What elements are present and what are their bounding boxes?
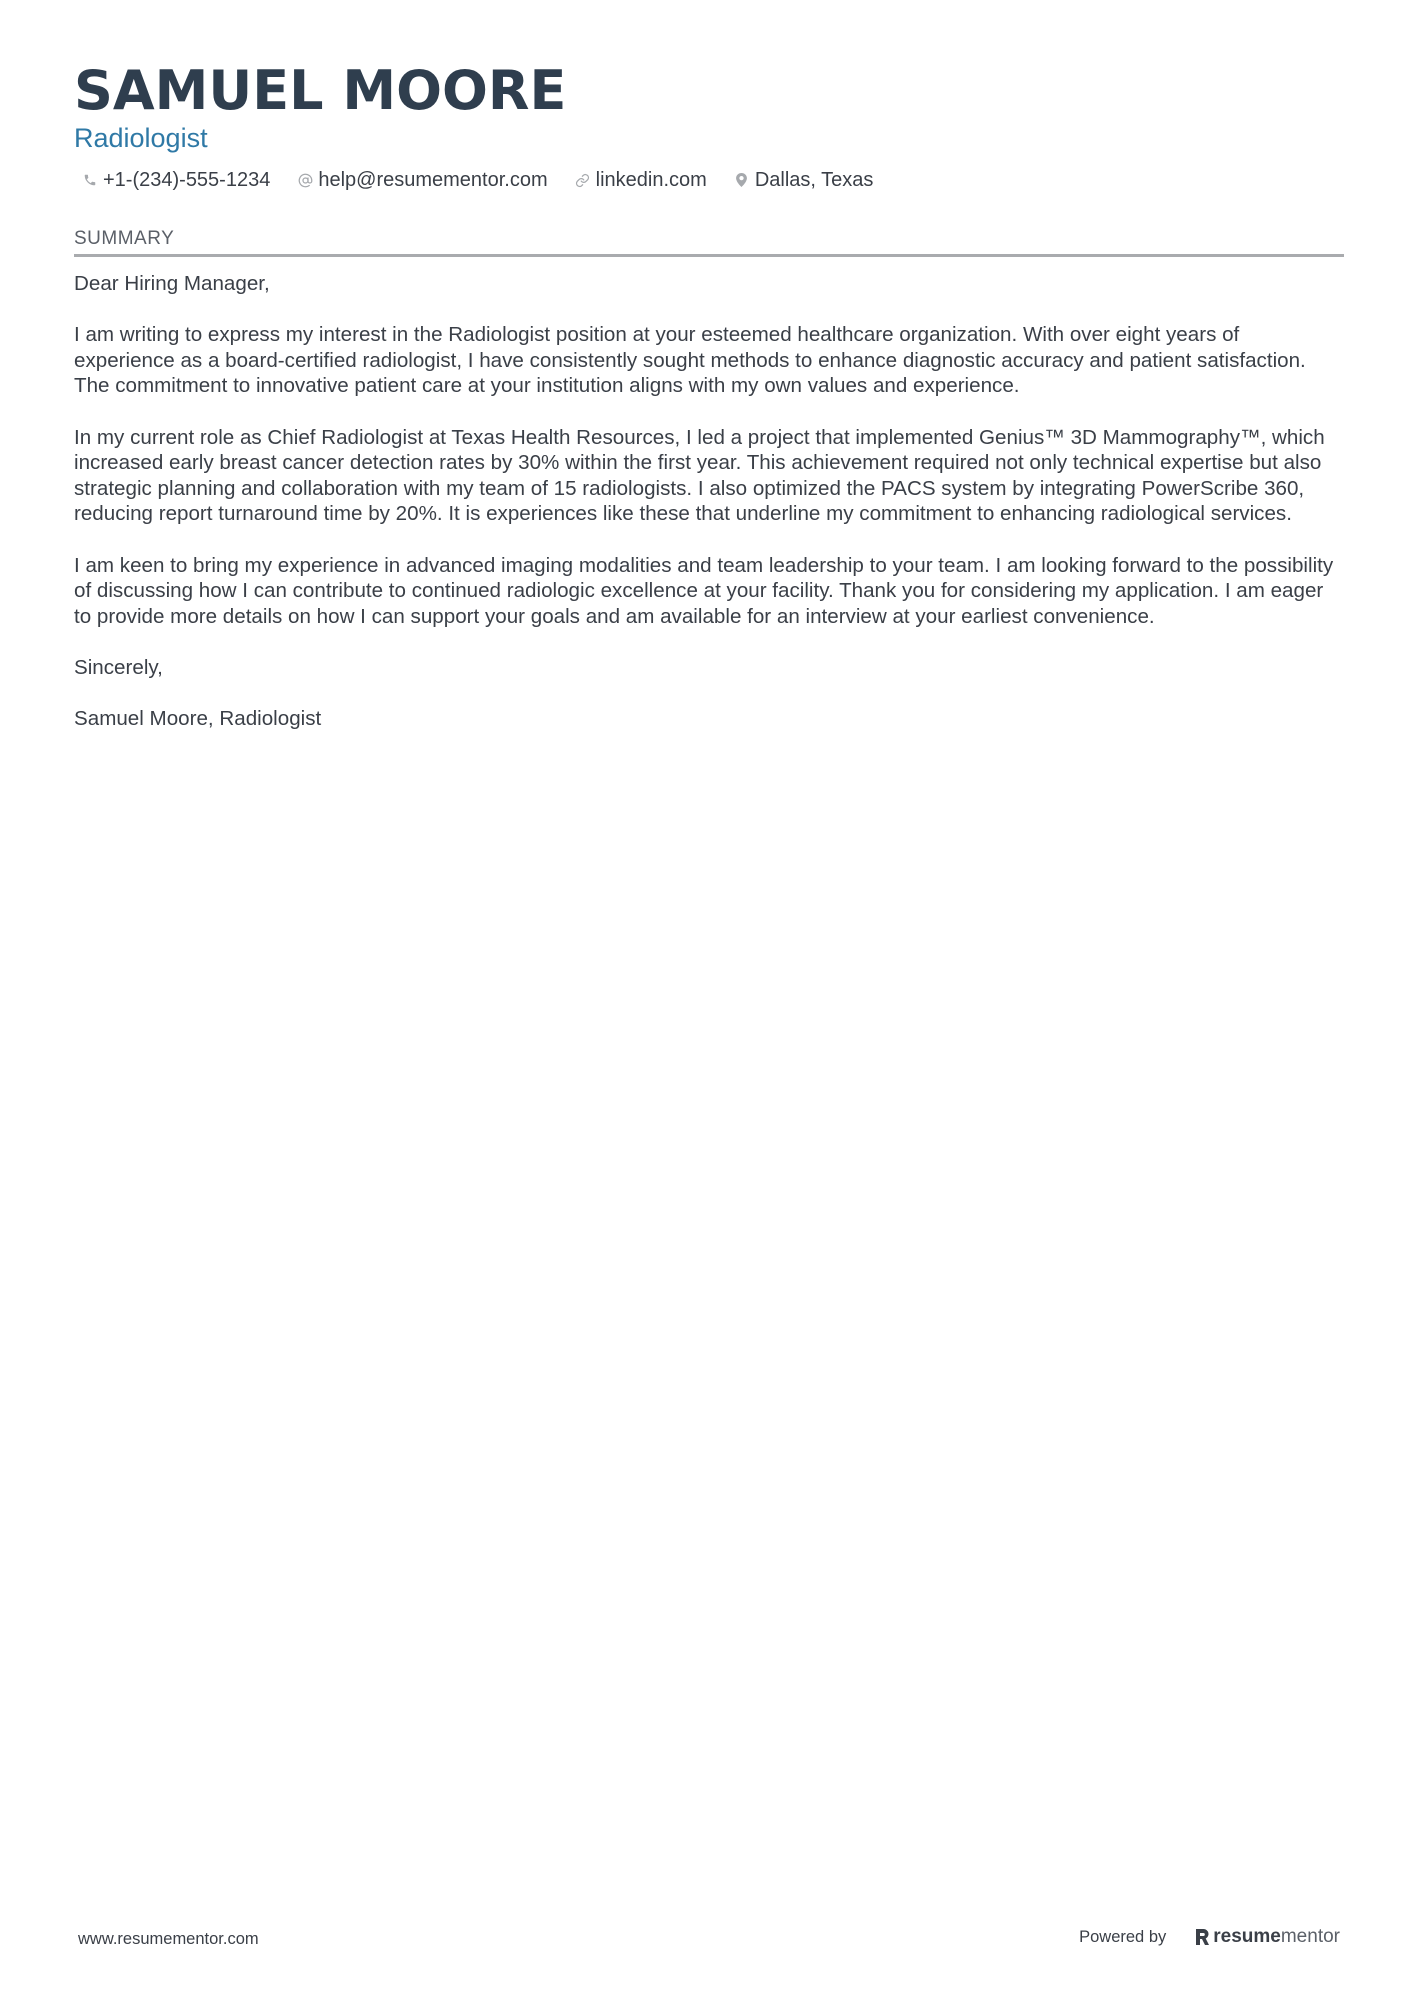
at-sign-icon [297, 171, 313, 189]
contact-location [734, 166, 874, 194]
footer-branding [1079, 1925, 1340, 1949]
brand-name-bold: resume [1213, 1926, 1281, 1947]
paragraph-experience: In my current role as Chief Radiologist at Texas Health Resources, I led a project that implemented Genius™ 3D Mammography™, which increased early breast cancer detection rates by 30% within the first year. This achievement required not only technical expertise but also strategic planning and collaboration with my team of 15 radiologists. I also optimized the PACS system by integrating PowerScribe 360, reducing report turnaround time by 20%. It is experiences like these that underline my commitment to enhancing radiological services. [74, 425, 1325, 526]
link-icon [575, 171, 591, 189]
powered-by-label: Powered by [1079, 1928, 1167, 1946]
candidate-name: SAMUEL MOORE [74, 59, 567, 122]
contact-phone [82, 166, 270, 194]
contact-location-text: Dallas, Texas [754, 169, 874, 191]
letter-body [74, 271, 1344, 757]
contact-website-text: linkedin.com [595, 169, 707, 191]
summary-heading: SUMMARY [74, 226, 1344, 257]
map-pin-icon [734, 171, 750, 189]
contact-phone-text: +1-(234)-555-1234 [103, 169, 271, 191]
salutation: Dear Hiring Manager, [74, 272, 270, 295]
contact-email[interactable] [297, 166, 547, 194]
paragraph-intro: I am writing to express my interest in the Radiologist position at your esteemed healthcare organization. With over eight years of experience as a board-certified radiologist, I have consistently sought methods to enhance diagnostic accuracy and patient satisfaction. The commitment to innovative patient care at your institution aligns with my own values and experience. [74, 323, 1306, 398]
contact-email-text: help@resumementor.com [318, 169, 548, 191]
paragraph-closing: I am keen to bring my experience in advanced imaging modalities and team leadership to your team. I am looking forward to the possibility of discussing how I can contribute to continued radiologic excellence at your facility. Thank you for considering my application. I am eager to provide more details on how I can support your goals and am available for an interview at your earliest convenience. [74, 553, 1334, 628]
phone-icon [82, 171, 98, 189]
brand-name-light: mentor [1280, 1926, 1340, 1947]
footer-website[interactable]: www.resumementor.com [78, 1930, 259, 1948]
sign-off: Sincerely, [74, 655, 163, 679]
candidate-role: Radiologist [74, 123, 208, 153]
brand-logo[interactable] [1194, 1925, 1340, 1949]
signature: Samuel Moore, Radiologist [74, 707, 322, 731]
contact-website[interactable] [575, 166, 707, 194]
contact-bar [82, 166, 900, 194]
resumementor-logo-icon [1194, 1927, 1210, 1947]
